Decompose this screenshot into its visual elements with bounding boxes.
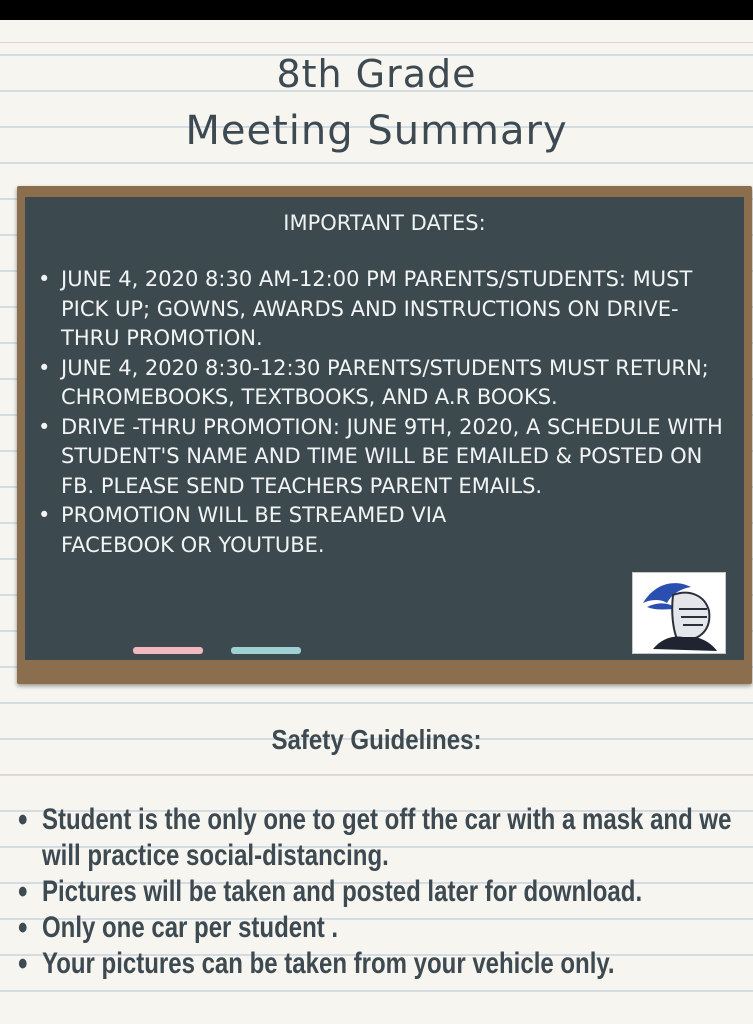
list-item: • DRIVE -THRU PROMOTION: JUNE 9TH, 2020, A SCHEDULE WITH STUDENT'S NAME AND TIME WILL BE EMAILED & POSTED ON FB. PLEASE SEND TEACHERS PARENT EMAILS.: [35, 413, 730, 502]
margin-line: [0, 774, 753, 775]
knight-mascot-icon: [632, 572, 726, 654]
important-dates-list: [35, 265, 730, 560]
margin-line: [0, 42, 753, 43]
chalk-blue: [231, 647, 301, 654]
page-title-line2: Meeting Summary: [185, 108, 568, 154]
list-item: • Pictures will be taken and posted later for download.: [18, 874, 598, 910]
list-item: • JUNE 4, 2020 8:30 AM-12:00 PM PARENTS/STUDENTS: MUST PICK UP; GOWNS, AWARDS AND INSTRUCTIONS ON DRIVE- THRU PROMOTION.: [35, 265, 730, 354]
list-item: • PROMOTION WILL BE STREAMED VIA FACEBOOK OR YOUTUBE.: [35, 501, 501, 560]
chalk-pink: [133, 647, 203, 654]
list-item: • Student is the only one to get off the car with a mask and we will practice social-distancing.: [18, 802, 738, 874]
list-item: • JUNE 4, 2020 8:30-12:30 PARENTS/STUDENTS MUST RETURN; CHROMEBOOKS, TEXTBOOKS, AND A.R BOOKS.: [35, 354, 730, 413]
list-item: • Your pictures can be taken from your vehicle only.: [18, 946, 598, 982]
important-dates-heading: IMPORTANT DATES:: [283, 211, 486, 235]
page-title-line1: 8th Grade: [276, 52, 477, 96]
safety-guidelines-heading: Safety Guidelines:: [271, 724, 482, 755]
chalkboard-frame: [17, 186, 752, 684]
list-item: • Only one car per student .: [18, 910, 598, 946]
safety-guidelines-list: [18, 802, 743, 982]
chalkboard: [25, 197, 744, 660]
